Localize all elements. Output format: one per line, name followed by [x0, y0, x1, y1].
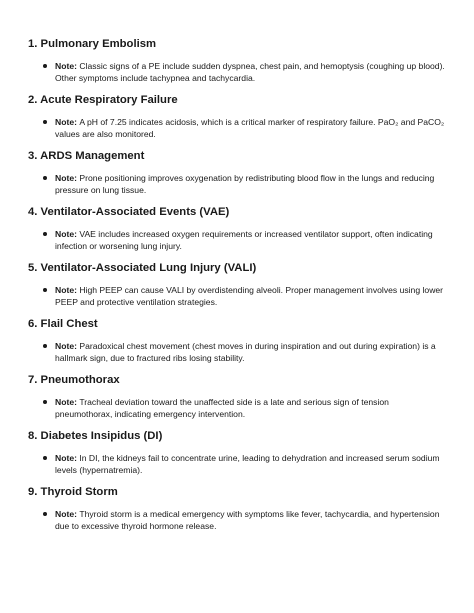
note-text: Classic signs of a PE include sudden dyspnea, chest pain, and hemoptysis (coughing up blood). Other symptoms include tachypnea and tachycardia.	[55, 61, 445, 83]
bullet-icon	[43, 232, 47, 236]
section-thyroid-storm	[28, 486, 448, 532]
note-text: Prone positioning improves oxygenation by redistributing blood flow in the lungs and reducing pressure on lung tissue.	[55, 173, 435, 195]
note-label: Note:	[55, 117, 80, 127]
bullet-icon	[43, 400, 47, 404]
section-heading: 6. Flail Chest	[28, 318, 98, 330]
section-heading: 7. Pneumothorax	[28, 374, 120, 386]
note-label: Note:	[55, 61, 80, 71]
note-list-item	[28, 172, 447, 196]
note-text: A pH of 7.25 indicates acidosis, which is a critical marker of respiratory failure. PaO₂ and PaCO₂ values are also monitored.	[55, 117, 445, 139]
note-list-item	[28, 452, 447, 476]
note-list-item	[28, 116, 447, 140]
section-heading: 3. ARDS Management	[28, 150, 145, 162]
section-heading: 1. Pulmonary Embolism	[28, 38, 157, 50]
bullet-icon	[43, 512, 47, 516]
note-list-item	[28, 60, 447, 84]
section-heading: 4. Ventilator-Associated Events (VAE)	[28, 206, 230, 218]
bullet-icon	[43, 288, 47, 292]
note-list-item	[28, 396, 447, 420]
note-label: Note:	[55, 397, 80, 407]
note-text: Paradoxical chest movement (chest moves in during inspiration and out during expiration) is a hallmark sign, due to fractured ribs losing stability.	[55, 341, 436, 363]
note-label: Note:	[55, 509, 80, 519]
note-text: Tracheal deviation toward the unaffected side is a late and serious sign of tension pneumothorax, indicating emergency intervention.	[55, 397, 389, 419]
section-diabetes-insipidus	[28, 430, 448, 476]
note-list-item	[28, 340, 447, 364]
note-label: Note:	[55, 285, 80, 295]
section-acute-respiratory-failure	[28, 94, 448, 140]
section-ards-management	[28, 150, 448, 196]
note-label: Note:	[55, 453, 80, 463]
note-label: Note:	[55, 229, 80, 239]
section-ventilator-associated-events	[28, 206, 448, 252]
bullet-icon	[43, 344, 47, 348]
note-list-item	[28, 508, 447, 532]
bullet-icon	[43, 64, 47, 68]
section-pneumothorax	[28, 374, 448, 420]
note-text: VAE includes increased oxygen requirements or increased ventilator support, often indicating infection or worsening lung injury.	[55, 229, 433, 251]
note-list-item	[28, 228, 447, 252]
note-list-item	[28, 284, 447, 308]
note-text: In DI, the kidneys fail to concentrate urine, leading to dehydration and increased serum sodium levels (hypernatremia).	[55, 453, 440, 475]
section-heading: 5. Ventilator-Associated Lung Injury (VALI)	[28, 262, 257, 274]
section-flail-chest	[28, 318, 448, 364]
note-label: Note:	[55, 173, 80, 183]
section-pulmonary-embolism	[28, 38, 448, 84]
note-label: Note:	[55, 341, 80, 351]
section-heading: 8. Diabetes Insipidus (DI)	[28, 430, 163, 442]
section-ventilator-associated-lung-injury	[28, 262, 448, 308]
note-text: High PEEP can cause VALI by overdistending alveoli. Proper management involves using lower PEEP and protective ventilation strategies.	[55, 285, 444, 307]
bullet-icon	[43, 456, 47, 460]
note-text: Thyroid storm is a medical emergency with symptoms like fever, tachycardia, and hypertension due to excessive thyroid hormone release.	[55, 509, 440, 531]
section-heading: 9. Thyroid Storm	[28, 486, 118, 498]
bullet-icon	[43, 176, 47, 180]
section-heading: 2. Acute Respiratory Failure	[28, 94, 178, 106]
bullet-icon	[43, 120, 47, 124]
